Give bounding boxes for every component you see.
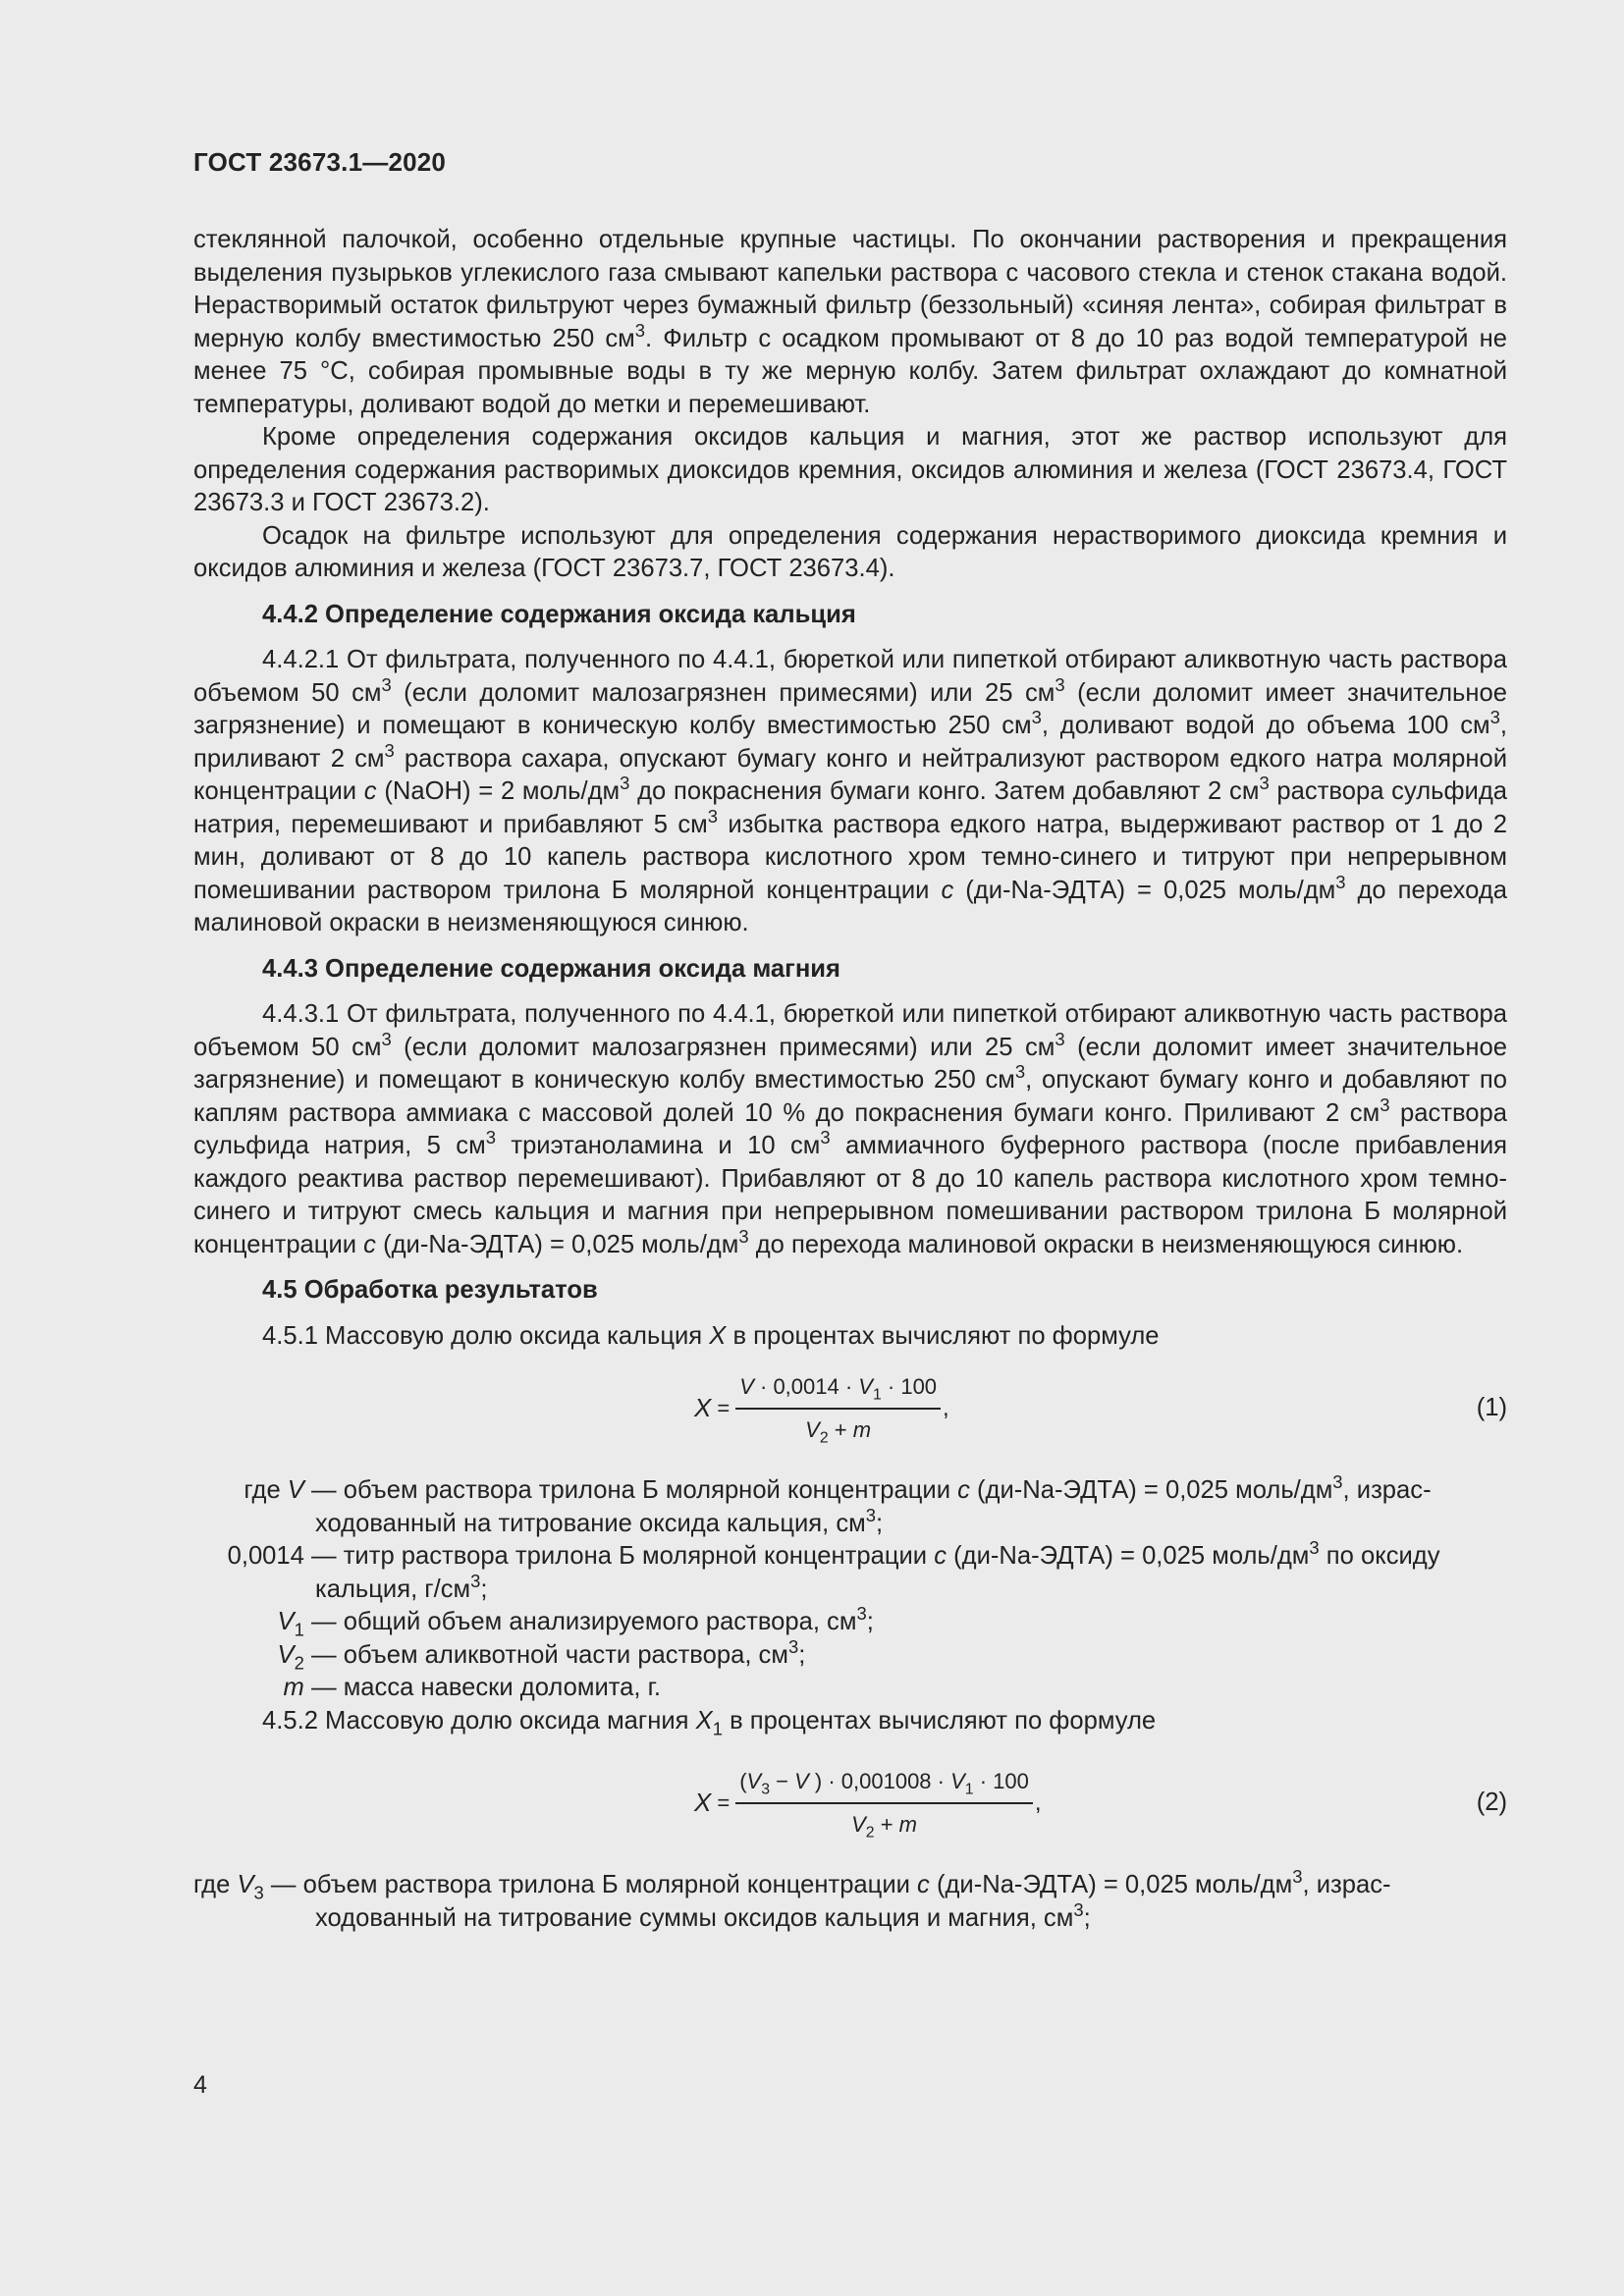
- section-heading-4-5: 4.5 Обработка результатов: [262, 1276, 598, 1304]
- formula-2-lhs: X: [694, 1787, 712, 1817]
- formula-1-denominator: $V_2 + m$: [805, 1416, 872, 1447]
- formula-2: X = $\frac{(V_3 - V ) \cdot 0,001008 \cdot V_1 \cdot 100}{V_2 + m}$ , (2): [193, 1759, 1507, 1853]
- where-item-V3-continued: ходованный на титрование суммы оксидов кальция и магния, $см^3$;: [315, 1898, 1091, 1932]
- paragraph-other-uses: Кроме определения содержания оксидов кальция и магния, этот же раствор используют для определения содержания растворимых диоксидов кремния, оксидов алюминия и железа (ГОСТ 23673.4, ГОСТ 23673.3 и ГОСТ 23673.2).: [193, 423, 1507, 516]
- formula-1-fraction: [735, 1370, 941, 1446]
- where-item-titr: 0,0014 — титр раствора трилона Б молярной концентрации с (ди-Na-ЭДТА) = 0,025 моль/$дм^3$ по оксиду: [227, 1536, 1440, 1570]
- where-item-V1: $V_1$ — общий объем анализируемого раствора, $см^3$;: [277, 1602, 874, 1640]
- where-item-V: где V — объем раствора трилона Б молярной концентрации с (ди-Na-ЭДТА) = 0,025 моль/$дм^3$, израс-: [244, 1470, 1432, 1504]
- formula-1: X = $\frac{V \cdot 0,0014 \cdot V_1 \cdot 100}{V_2 + m}$ , (1): [193, 1364, 1507, 1459]
- where-item-V3: где $V_3$ — объем раствора трилона Б молярной концентрации с (ди-Na-ЭДТА) = 0,025 моль/$дм^3$, израс-: [193, 1865, 1391, 1903]
- where-item-m: m — масса навески доломита, г.: [283, 1674, 661, 1701]
- where-item-V-continued: ходованный на титрование оксида кальция, $см^3$;: [315, 1504, 884, 1537]
- section-heading-4-4-3: 4.4.3 Определение содержания оксида магния: [262, 954, 840, 983]
- formula-1-numerator: $V \cdot 0,0014 \cdot V_1 \cdot 100$: [735, 1370, 941, 1410]
- formula-1-lhs: X: [694, 1392, 712, 1422]
- main-text: [193, 224, 1507, 1935]
- formula-2-numerator: ($V_3 - V$ ) · $0,001008 \cdot V_1 \cdot 100$: [735, 1765, 1033, 1804]
- formula-2-number: (2): [1476, 1789, 1507, 1816]
- section-heading-4-4-2: 4.4.2 Определение содержания оксида кальция: [262, 600, 856, 628]
- paragraph-4-4-2-1: 4.4.2.1 От фильтрата, полученного по 4.4.1, бюреткой или пипеткой отбирают аликвотную часть раствора объемом 50 $см^3$ (если доломит малозагрязнен примесями) или 25 $см^3$ (если доломит имеет значительное загрязнение) и помещают в коническую колбу вместимостью 250 $см^3$, доливают водой до объема 100 $см^3$, приливают 2 $см^3$ раствора сахара, опускают бумагу конго и нейтрализуют раствором едкого натра молярной концентрации с (NaOH) = 2 моль/$дм^3$ до покраснения бумаги конго. Затем добавляют 2 $см^3$ раствора сульфида натрия, перемешивают и прибавляют 5 $см^3$ избытка раствора едкого натра, выдерживают раствор от 1 до 2 мин, доливают от 8 до 10 капель раствора кислотного хром темно-синего и титруют при непрерывном помешивании раствором трилона Б молярной концентрации с (ди-Na-ЭДТА) = 0,025 моль/$дм^3$ до перехода малиновой окраски в неизменяющуюся синюю.: [193, 646, 1508, 936]
- formula-2-fraction: [735, 1765, 1033, 1841]
- formula-2-denominator: $V_2 + m$: [851, 1811, 917, 1842]
- paragraph-4-5-1: 4.5.1 Массовую долю оксида кальция X в процентах вычисляют по формуле: [262, 1321, 1160, 1350]
- paragraph-sediment: Осадок на фильтре используют для определения содержания нерастворимого диоксида кремния и оксидов алюминия и железа (ГОСТ 23673.7, ГОСТ 23673.4).: [193, 521, 1507, 582]
- formula-1-number: (1): [1476, 1394, 1507, 1421]
- document-code-header: ГОСТ 23673.1—2020: [193, 147, 447, 177]
- paragraph-4-4-3-1: 4.4.3.1 От фильтрата, полученного по 4.4.1, бюреткой или пипеткой отбирают аликвотную часть раствора объемом 50 $см^3$ (если доломит малозагрязнен примесями) или 25 $см^3$ (если доломит имеет значительное загрязнение) и помещают в коническую колбу вместимостью 250 $см^3$, опускают бумагу конго и добавляют по каплям раствора аммиака с массовой долей 10 % до покраснения бумаги конго. Приливают 2 $см^3$ раствора сульфида натрия, 5 $см^3$ триэтаноламина и 10 $см^3$ аммиачного буферного раствора (после прибавления каждого реактива раствор перемешивают). Прибавляют от 8 до 10 капель раствора кислотного хром темно-синего и титруют смесь кальция и магния при непрерывном помешивании раствором трилона Б молярной концентрации с (ди-Na-ЭДТА) = 0,025 моль/$дм^3$ до перехода малиновой окраски в неизменяющуюся синюю.: [193, 1000, 1508, 1258]
- where-item-V2: $V_2$ — объем аликвотной части раствора, $см^3$;: [277, 1635, 806, 1673]
- paragraph-4-5-2: 4.5.2 Массовую долю оксида магния $X_1$ в процентах вычисляют по формуле: [262, 1706, 1157, 1738]
- page-number: 4: [193, 2071, 207, 2099]
- where-item-titr-continued: кальция, $г/см^3$;: [315, 1570, 488, 1603]
- paragraph-continuation: стеклянной палочкой, особенно отдельные крупные частицы. По окончании растворения и прекращения выделения пузырьков углекислого газа смывают капельки раствора с часового стекла и стенок стакана водой. Нерастворимый остаток фильтруют через бумажный фильтр (беззольный) «синяя лента», собирая фильтрат в мерную колбу вместимостью 250 $см^3$. Фильтр с осадком промывают от 8 до 10 раз водой температурой не менее 75 °С, собирая промывные воды в ту же мерную колбу. Затем фильтрат охлаждают до комнатной температуры, доливают водой до метки и перемешивают.: [193, 226, 1508, 418]
